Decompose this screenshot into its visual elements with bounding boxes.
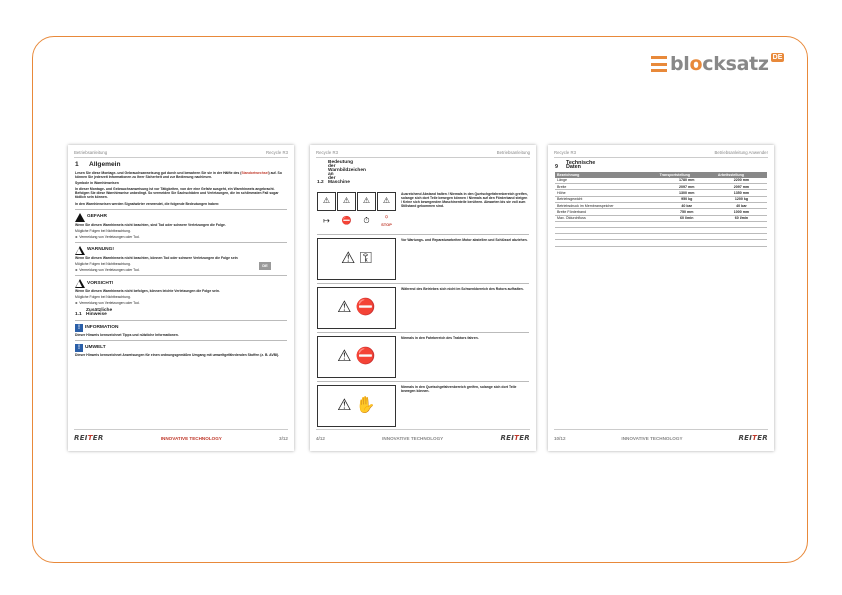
document-page-3[interactable] (548, 145, 774, 451)
footer-slogan: INNOVATIVE TECHNOLOGY (621, 435, 683, 441)
page-header-left: Betriebsanleitung (74, 150, 108, 155)
section-number: 1 (75, 161, 79, 168)
section-title (555, 161, 767, 169)
page-header-left: Recycle R3 (316, 150, 338, 155)
gefahr-label: GEFAHR (87, 214, 107, 220)
table-header-cell: Transportstellung (658, 172, 716, 178)
umwelt-text: Dieser Hinweis kennzeichnet Anweisungen für einen ordnungsgemäßen Umgang mit umweltgefährdenden Stoffen (z. B. AVBI). (75, 352, 280, 357)
section-title-text: Technische Daten (566, 160, 596, 171)
sign-text-4: Niemals in den Fahrbereich des Traktors fahren. (401, 335, 479, 340)
signal-text: In den Warnhinweisen werden Signalwörter verwendet, die folgende Bedeutungen haben: (75, 201, 220, 206)
warning-sign-row (317, 235, 529, 284)
gefahr-action: ► Vermeidung von Verletzungen oder Tod. (75, 234, 140, 239)
table-row: Breite Förderband 750 mm 1000 mm (555, 209, 767, 215)
no-entry-icon: ⛔ (341, 216, 352, 226)
sign-text-1: Ausreichend Abstand halten / Niemals in den Quetschgefahrenbereich greifen, solange sich dort Teile bewegen können / Niemals auf den Förderband steigen / Keine sich bewegenden Maschinenteile berühren. Abwarten bis sie voll zum Stillstand gekommen sind. (401, 191, 528, 208)
language-tab[interactable]: DE (259, 262, 271, 270)
page-number: 10/12 (554, 435, 566, 441)
warnung-folgen: Mögliche Folgen bei Nichtbeachtung. (75, 262, 131, 267)
table-row: Breite 2097 mm 2097 mm (555, 184, 767, 190)
warnung-action: ► Vermeidung von Verletzungen oder Tod. (75, 268, 140, 273)
intro-link[interactable]: Standortwechsel (241, 171, 269, 175)
reiter-logo: REITER (738, 434, 768, 442)
warnung-label: WARNUNG! (87, 247, 114, 253)
gefahr-folgen: Mögliche Folgen bei Nichtbeachtung. (75, 228, 131, 233)
info-icon: ! (75, 324, 83, 332)
warning-sign-row (317, 189, 529, 235)
logo-word-part3: cksatz (702, 53, 769, 75)
hand-hazard-icon: ⚠ (357, 192, 376, 211)
gefahr-text: Wenn Sie diesen Warnhinweis nicht beachten, sind Tod oder schwere Verletzungen die Folge. (75, 222, 226, 227)
section-number: 1.2 (317, 180, 324, 186)
key-maintenance-icon: ⚠ ⚿ (317, 238, 396, 280)
symbols-heading: Symbole in Warnhinweisen (75, 181, 119, 186)
section-title (317, 161, 529, 186)
footer-slogan: INNOVATIVE TECHNOLOGY (382, 435, 444, 441)
page-header-right: Betriebsanleitung Anwender (714, 150, 768, 155)
document-page-2[interactable] (310, 145, 536, 451)
umwelt-label: UMWELT (85, 344, 106, 350)
technical-data-table (555, 172, 767, 246)
vorsicht-label: VORSICHT! (87, 280, 114, 286)
reiter-logo: REITER (74, 434, 104, 442)
table-row: Länge 1780 mm 2200 mm (555, 178, 767, 184)
logo-bars-icon (651, 56, 667, 72)
section-title (75, 161, 287, 169)
page-header-left: Recycle R3 (554, 150, 576, 155)
page-header-right: Recycle R3 (266, 150, 288, 155)
warning-sign-row (317, 333, 529, 382)
sign-text-2: Vor Wartungs- und Reparaturarbeiten Motor abstellen und Schlüssel abziehen. (401, 237, 528, 242)
table-row (555, 240, 767, 246)
caution-icon (75, 279, 85, 288)
rotor-hazard-icon: ⚠ (337, 192, 356, 211)
info-label: INFORMATION (85, 324, 119, 330)
footer-slogan: INNOVATIVE TECHNOLOGY (160, 435, 222, 441)
page-header-right: Betriebsanleitung (496, 150, 530, 155)
subsection-title (75, 309, 287, 317)
document-page-1[interactable] (68, 145, 294, 451)
warning-sign-row (317, 284, 529, 333)
distance-icon: ↦ (323, 216, 330, 226)
table-header-cell: Arbeitsstellung (716, 172, 767, 178)
vorsicht-action: ► Vermeidung von Verletzungen oder Tod. (75, 301, 140, 306)
environment-icon: ! (75, 344, 83, 352)
logo-word-part1: bl (670, 53, 690, 75)
table-header-cell: Bezeichnung (555, 172, 658, 178)
crush-hazard-icon: ⚠ (317, 192, 336, 211)
page-number: 3/12 (279, 435, 288, 441)
info-text: Dieser Hinweis kennzeichnet Tipps und nützliche Informationen. (75, 332, 179, 337)
sign-text-3: Während des Betriebes sich nicht im Schwenkbereich des Rotors aufhalten. (401, 286, 524, 291)
intro-paragraph: Lesen Sie diese Montage- und Gebrauchsanweisung gut durch und bewahren Sie sie in der Hälfte des (Standortwechsel) auf. So können Sie jederzeit Informationen zu Ihrer Sicherheit und zur Bedienung nachlesen. (75, 171, 282, 180)
swing-area-icon: ⚠ ⛔ (317, 287, 396, 329)
vorsicht-text: Wenn Sie diesen Warnhinweis nicht befolgen, können leichte Verletzungen die Folge sein. (75, 289, 220, 294)
section-title-text: Allgemein (89, 161, 121, 168)
wait-icon: ⏱ (363, 216, 370, 226)
pinch-hazard-icon: ⚠ ✋ (317, 385, 396, 427)
tractor-area-icon: ⚠ ⛔ (317, 336, 396, 378)
table-row: Höhe 1300 mm 1350 mm (555, 190, 767, 196)
subsection-number: 1.1 (75, 311, 82, 317)
table-row: Betriebsdruck im Membranspeicher 40 bar 40 bar (555, 203, 767, 209)
logo-badge: DE (772, 53, 783, 61)
table-row: Betriebsgewicht 950 kg 1200 kg (555, 196, 767, 202)
table-row: Max. Öldurchfluss 60 l/min 60 l/min (555, 215, 767, 221)
vorsicht-folgen: Mögliche Folgen bei Nichtbeachtung. (75, 295, 131, 300)
warning-sign-row (317, 382, 529, 430)
symbols-text: In dieser Montage- und Gebrauchsanweisung ist vor Tätigkeiten, von der eine Gefahr ausgeht, ein Warnhinweis angebracht. Befolgen Sie diese Warnhinweise unbedingt. So vermeiden Sie Sachschäden und Verletzungen, die im schlimmsten Fall sogar tödlich sein können. (75, 187, 279, 200)
blocksatz-logo[interactable] (651, 53, 799, 75)
page-number: 4/12 (316, 435, 325, 441)
warnung-text: Wenn Sie diesen Warnhinweis nicht beachten, können Tod oder schwere Verletzungen die Folge sein (75, 255, 238, 260)
section-number: 9 (555, 164, 558, 171)
danger-icon (75, 213, 85, 222)
belt-hazard-icon: ⚠ (377, 192, 396, 211)
subsection-title-text: Zusätzliche Hinweise (86, 307, 113, 317)
section-title-text: Bedeutung der Warnbildzeichen an der Maschine (328, 160, 366, 186)
warning-icon (75, 246, 85, 255)
sign-text-5: Niemals in den Quetschgefahrenbereich greifen, solange sich dort Teile bewegen können. (401, 384, 517, 393)
logo-word-part2: o (689, 53, 703, 75)
reiter-logo: REITER (500, 434, 530, 442)
stop-icon: ⏣ STOP (381, 214, 392, 228)
